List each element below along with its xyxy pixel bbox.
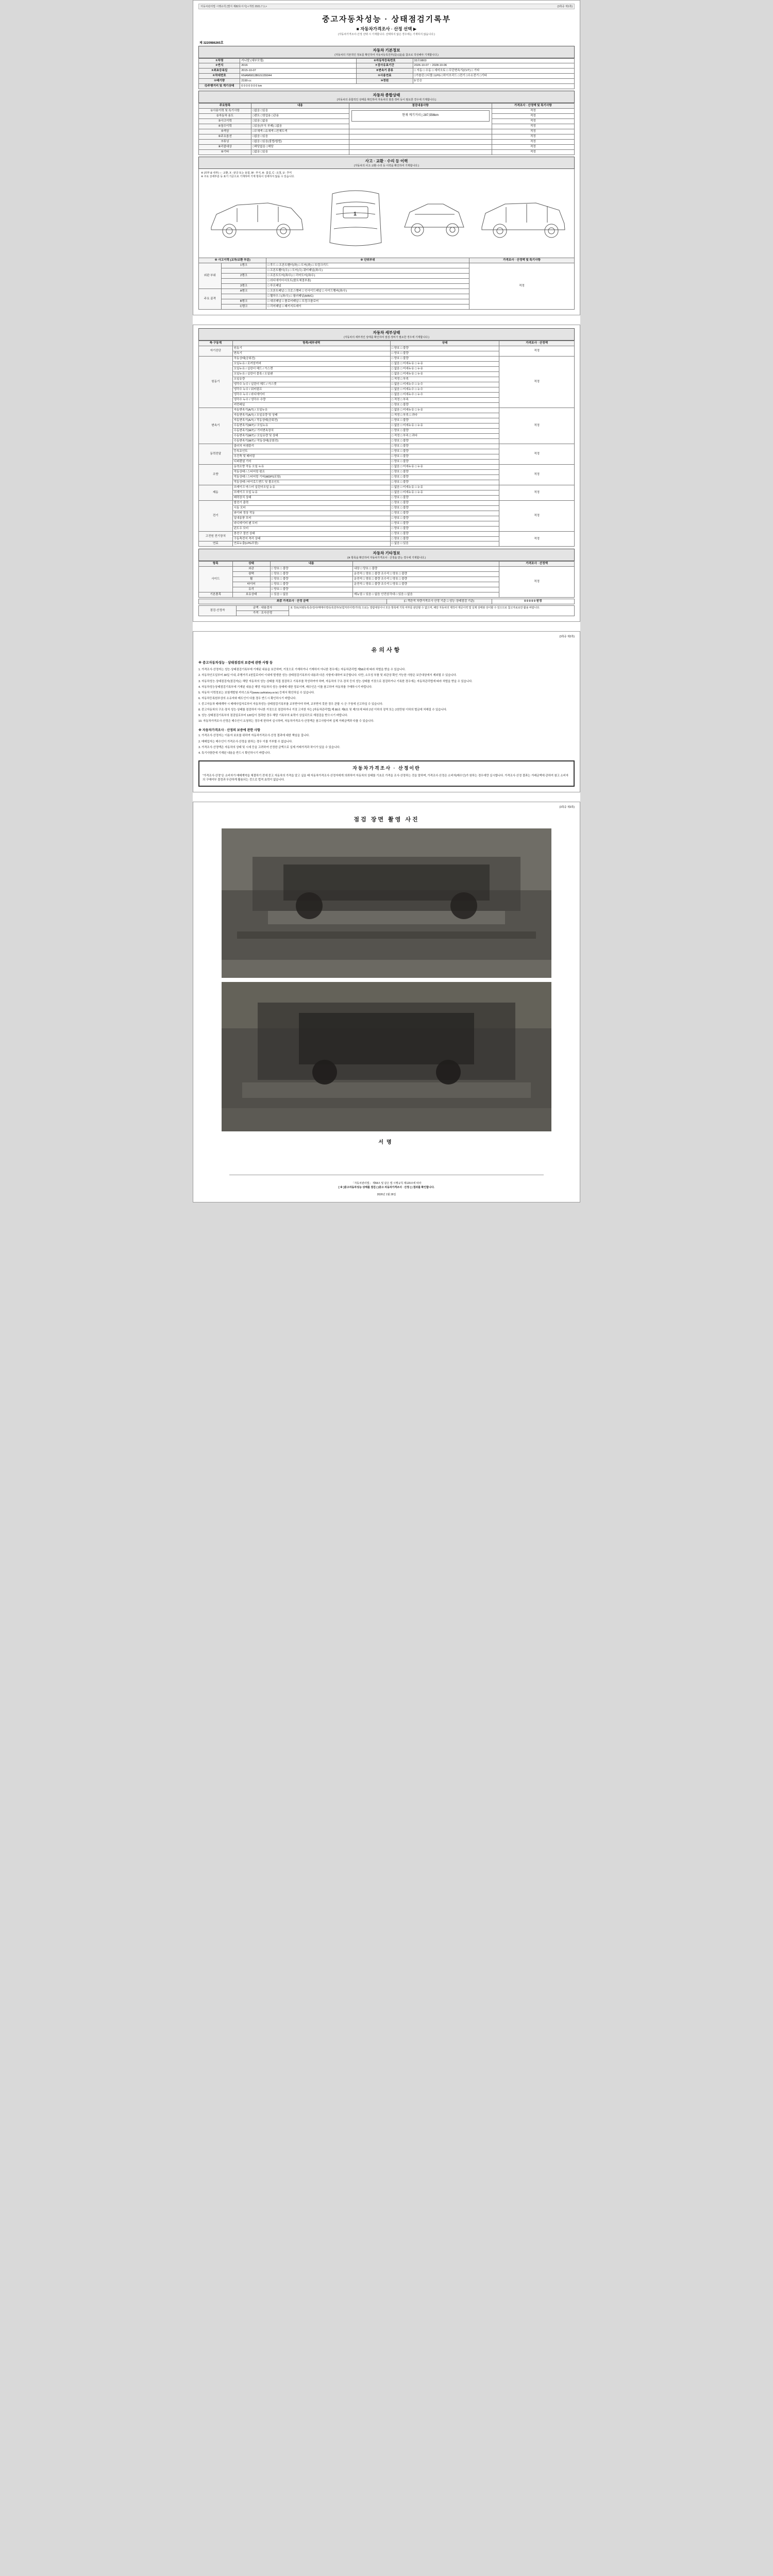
sig-disclaimer: 本 정보(차량등록증/검사/매매이력/등록원부/보험처리이력/기타) 으로는 열람대상이나 모든 항목에 기록 여부를 판단할 수 없으며, 해당 자동차의 제작사 제공이력 및 실제 상태와 상이할 수 있으므로 참고자료로만 활용 바랍니다. xyxy=(289,606,574,616)
detail-price-cell: 적정 xyxy=(499,464,575,485)
detail-item-state: □ 양호 □ 불량 xyxy=(390,474,499,480)
inspection-photo-1 xyxy=(222,828,551,978)
accident-part-row: □ 리어패널 □ 패키지트레이 xyxy=(266,304,469,310)
detail-item-state: □ 없음 □ 미세누유 □ 누유 xyxy=(390,372,499,377)
detail-item-label: 브레이크 오일 누유 xyxy=(232,490,390,495)
detail-item-label: 디퍼렌셜 기어 xyxy=(232,459,390,464)
overall-row-key: ⑨기타 xyxy=(199,150,251,155)
total-value: 0 0 0 0 0 원정 xyxy=(492,599,574,604)
overall-row-a: □없음 □있음(불법/합법) xyxy=(251,140,349,145)
displacement-value: 2199 cc xyxy=(240,79,357,84)
notice-item: 4. 자동차성능상태점검기록부에 기재된 내용은 해당 자동차의 성능·상태에 대한 정보이며, 매수인은 이를 참고하여 자동차를 구매하시기 바랍니다. xyxy=(198,685,373,689)
detail-item-state: □ 양호 □ 불량 xyxy=(390,531,499,536)
accident-left-title: ※ 사고이력 (교차/교환 부분) xyxy=(199,258,266,263)
page-title: 중고자동차성능 · 상태점검기록부 xyxy=(322,15,451,24)
detail-item-state: □ 양호 □ 불량 xyxy=(390,346,499,351)
section-accident-title: 사고 · 교환 · 수리 등 이력 xyxy=(365,159,408,164)
accident-rank-label: A랭크 xyxy=(221,289,266,294)
detail-item-label: 냉각수 누수 / 실린더 헤드 / 가스켓 xyxy=(232,382,390,387)
detail-item-label: 변속기 xyxy=(232,351,390,357)
detail-col4: 가격조사 · 산정액 xyxy=(499,341,575,346)
detail-item-state: □ 없음 □ 있음 xyxy=(390,541,499,547)
detail-item-state: □ 없음 □ 미세누유 □ 누유 xyxy=(390,367,499,372)
detail-item-label: 윈도우 모터 xyxy=(232,526,390,531)
price-definition-box xyxy=(198,760,575,787)
detail-item-state: □ 양호 □ 불량 xyxy=(390,459,499,464)
etc-row-c xyxy=(352,587,499,592)
etc-row-a: 외관 xyxy=(232,567,270,572)
detail-col1: 축·구동계 xyxy=(199,341,233,346)
detail-item-state: □ 적정 □ 부족 xyxy=(390,397,499,402)
accident-right-title: 가격조사 · 산정액 및 특기사항 xyxy=(469,258,574,263)
etc-row-b: □ 양호 □ 불량 xyxy=(270,572,352,577)
accident-rank-label xyxy=(221,279,266,284)
seat-label: ⑩정원 xyxy=(357,79,413,84)
notice-item: 2. 자동차인도일부터 30일 이내, 주행거리 2천킬로미터 이내에 발생한 성능·상태점검기록부의 내용과 다른 사항에 대하여 보증합니다. 다만, 소모성 부품 및 외관상 확인 가능한 사항은 보증대상에서 제외될 수 있습니다. xyxy=(198,674,457,677)
detail-item-label: 배력장치 상태 xyxy=(232,495,390,500)
detail-item-label: 자동변속기(A/T) / 작동상태(공회전) xyxy=(232,418,390,423)
transmission-label: ⑧변속기 종류 xyxy=(357,69,413,74)
detail-item-state: □ 양호 □ 불량 xyxy=(390,449,499,454)
overall-col1: 주요항목 xyxy=(199,104,251,109)
firstreg-value: 2015-10-07 xyxy=(240,69,357,74)
accident-part-row: □ 대쉬패널 □ 플로어패널 □ 트렁크플로어 xyxy=(266,299,469,304)
detail-item-label: 수동변속기(M/T) / 오일누유 xyxy=(232,423,390,428)
overall-row-c: 적정 xyxy=(492,145,574,150)
detail-group-name: 원동기 xyxy=(199,357,233,408)
detail-group-name: 조향 xyxy=(199,464,233,485)
notice-item: 8. 중고자동차의 구조·장치 성능·상태를 점검하지 아니한 거짓으로 점검하거나 거짓 고지한 자는 [자동차관리법] 제 80조 제6호 및 제7호에 따라 2년 이하의 징역 또는 2천만원 이하의 벌금에 처해질 수 있습니다. xyxy=(198,708,447,712)
regno-value: 33오0803 xyxy=(413,58,574,63)
overall-row-key: ⑧리콜대상 xyxy=(199,145,251,150)
etc-table xyxy=(198,561,575,598)
detail-item-label: 시동 모터 xyxy=(232,505,390,511)
accident-rank-label: C랭크 xyxy=(221,304,266,310)
detail-item-label: 라디에이터 팬 모터 xyxy=(232,521,390,526)
accident-rank-label: 1랭크 xyxy=(221,263,266,268)
signature-area[interactable] xyxy=(229,1148,544,1175)
notice-sub1-item: 4. 특기사항란에 기재된 내용을 반드시 확인하시기 바랍니다. xyxy=(198,751,271,755)
accident-part-row: □ 프론트도어(좌/우) □ 리어도어(좌/우) xyxy=(266,274,469,279)
detail-price-cell: 적정 xyxy=(499,485,575,500)
page-3 xyxy=(193,631,580,792)
detail-item-state: □ 양호 □ 불량 xyxy=(390,418,499,423)
overall-row-a: □무채색 □유채색 □전체도색 xyxy=(251,129,349,134)
etc-row-c: 운전석 □ 양호 □ 불량 조수석 □ 양호 □ 불량 xyxy=(352,572,499,577)
section-basic-title: 자동차 기본정보 xyxy=(373,47,400,53)
detail-item-label: 와이퍼 정상 작동 xyxy=(232,511,390,516)
notice-sub1-item: 1. 가격조사·산정자는 이용자 보호를 위하여 자동차가격조사·산정 결과에 대한 책임을 집니다. xyxy=(198,734,310,738)
detail-price-cell: 적정 xyxy=(499,500,575,531)
vin-label: ④차대번호 xyxy=(199,74,240,79)
sig-label2: 금액 · 내용검사 xyxy=(236,606,289,611)
section-accident-header xyxy=(198,157,575,169)
etc-row-a: 타이어 xyxy=(232,582,270,587)
page-number: (3쪽중 제1쪽) xyxy=(557,5,573,8)
section-overall-note: (자동차의 종합적인 상태를 확인하여 자동차의 점검·정비 등이 필요한 경우에 기재합니다.) xyxy=(337,98,436,102)
detail-item-state: □ 없음 □ 미세누유 □ 누유 xyxy=(390,362,499,367)
regno-label: ⑥자동차등록번호 xyxy=(357,58,413,63)
detail-item-label: 등속죠인트 xyxy=(232,449,390,454)
detail-item-label: 자동변속기(A/T) / 오일유량 및 상태 xyxy=(232,413,390,418)
accident-part-row: □ 프론트패널 □ 크로스멤버 □ 인사이드패널 □ 사이드멤버(좌/우) xyxy=(266,289,469,294)
detail-item-label: 오일유량 xyxy=(232,377,390,382)
overall-row-key: ④침수이력 xyxy=(199,124,251,129)
detail-item-label: 수동변속기(M/T) / 기어변속장치 xyxy=(232,428,390,433)
section-etc-title: 자동차 기타정보 xyxy=(373,551,400,556)
detail-item-state: □ 양호 □ 불량 xyxy=(390,438,499,444)
mileage-label: ⑪주행거리 및 계기상태 xyxy=(199,84,240,89)
overall-row-key: ⑥주요옵션 xyxy=(199,134,251,140)
form-code: 자동차관리법 시행규칙 [별지 제82호서식] <개정 2021.7.1.> xyxy=(200,5,267,8)
displacement-label: ⑤배기량 xyxy=(199,79,240,84)
etc-row-a: 유리 xyxy=(232,587,270,592)
notice-page-number: (3쪽중 제2쪽) xyxy=(559,635,575,639)
page-subtitle: ■ 자동차가격조사 · 산정 선택 ▶ xyxy=(356,26,417,31)
detail-col2: 항목/세부내역 xyxy=(232,341,390,346)
section-etc-note: (※ 항목을 확인하여 자동차가격조사 · 산정을 받는 경우에 기재합니다.) xyxy=(347,556,426,560)
overall-row-b xyxy=(349,134,492,140)
overall-row-a: □해당없음 □해당 xyxy=(251,145,349,150)
notice-title: 유의사항 xyxy=(371,647,402,654)
accident-part-row: □ 프론트휀더(우) □ 도어(우) 쿼터패널(좌/우) xyxy=(266,268,469,274)
detail-item-label: 작동상태(공회전) xyxy=(232,357,390,362)
carname-label: ①차명 xyxy=(199,58,240,63)
overall-row-a: □없음 □있음 xyxy=(251,134,349,140)
total-table xyxy=(198,599,575,604)
accident-right-value: 적정 xyxy=(469,263,574,310)
firstreg-label: ③최초등록일 xyxy=(199,69,240,74)
detail-item-state: □ 양호 □ 불량 xyxy=(390,351,499,357)
overall-row-key: ⑦튜닝 xyxy=(199,140,251,145)
overall-row-a: □렌트 □영업용 □관용 xyxy=(251,114,349,119)
overall-col4: 가격조사 · 산정액 및 특기사항 xyxy=(492,104,574,109)
overall-row-a: □없음 □있음 xyxy=(251,109,349,114)
year-value: 2016 xyxy=(240,63,357,69)
etc-row-c: 운전석 □ 양호 □ 불량 조수석 □ 양호 □ 불량 xyxy=(352,582,499,587)
total-note: (□ 객관적 차량가격조사 산정 기준 □ 성능·상태점검 기준) xyxy=(386,599,492,604)
notice-item: 3. 자동차성능·상태점검자(점검자)는 해당 자동차의 성능·상태를 직접 점검하고 기록부를 작성하여야 하며, 자동차의 구조·장치 등의 성능·상태를 거짓으로 점검하거나 기록한 경우에는 자동차관리법에 따라 처벌을 받을 수 있습니다. xyxy=(198,680,473,683)
detail-item-state: □ 없음 □ 미세누유 □ 누유 xyxy=(390,408,499,413)
notice-sub1-item: 2. 매매업자는 매수인이 가격조사·산정을 원하는 경우 이를 거부할 수 없습니다. xyxy=(198,740,293,743)
detail-item-label: 오일누유 / 로커암커버 xyxy=(232,362,390,367)
detail-item-label: 커먼레일 xyxy=(232,402,390,408)
overall-table xyxy=(198,103,575,155)
overall-row-b xyxy=(349,145,492,150)
etc-row-b: □ 양호 □ 불량 xyxy=(270,577,352,582)
year-label: ②연식 xyxy=(199,63,240,69)
accident-group-frame: 주요 골격 xyxy=(199,289,222,310)
section-detail-note: (자동차의 세부적인 상태를 확인하여 점검·정비가 필요한 경우에 기재합니다.) xyxy=(344,336,429,340)
overall-mileage-box xyxy=(349,109,492,129)
detail-item-state: □ 양호 □ 불량 xyxy=(390,521,499,526)
notice-item: 10. 자동차가격조사·산정은 매수인이 요청하는 경우에 한하여 실시하며, 자동차가격조사·산정액은 참고사항이며 실제 거래금액과 다를 수 있습니다. xyxy=(198,720,374,723)
accident-legend-2: ※ 주요 상세부분 등 표기 기준으로 기재하며 기재 항목이 상세하지 않을 수 있습니다. xyxy=(201,175,295,179)
detail-item-label: 연료누출(LPG포함) xyxy=(232,541,390,547)
fuel-label: ⑨사용연료 xyxy=(357,74,413,79)
detail-group-name: 연료 xyxy=(199,541,233,547)
detail-item-state: □ 적정 □ 부족 □ 과다 xyxy=(390,413,499,418)
section-detail-header xyxy=(198,328,575,341)
document-number-label: 제 xyxy=(199,41,203,45)
detail-group-name: 제동 xyxy=(199,485,233,500)
footnote-2: [ ※ ]중고자동차성능·상태를 점검 ( )중고 자동차가격조사 · 산정 ( ) 결과를 확인합니다. xyxy=(339,1186,434,1190)
overall-row-c: 적정 xyxy=(492,124,574,129)
accident-legend-1: ※ (외부 & 내부) ○ : 교환, X : 판금 또는 용접, W : 부식, A : 흠집, C : 요철, U : 후미 xyxy=(201,172,292,175)
detail-item-state: □ 없음 □ 미세누유 □ 누유 xyxy=(390,490,499,495)
overall-row-b xyxy=(349,140,492,145)
detail-item-state: □ 적정 □ 부족 xyxy=(390,377,499,382)
document-number xyxy=(199,40,575,45)
detail-item-label: 브레이크 마스터 실린더오일 누유 xyxy=(232,485,390,490)
price-definition-text: "가격조사·산정"은 소비자가 매매계약을 체결하기 전에 중고 자동차의 가격을 알고 싶을 때 자동차가격조사·산정자에게 의뢰하여 자동차의 상태를 기초로 가격을 조사·산정하는 것을 말하며, 가격조사·산정은 소비자(매수인)가 원하는 경우에만 실시합니다. 가격조사·산정 결과는 거래금액에 관하여 참고 소비자의 구매여부 결정과 무관하게 활용되는 것으로 법적 효력이 없습니다. xyxy=(203,774,569,782)
inspection-photo-2 xyxy=(222,982,551,1131)
accident-group-outer: 외판 부위 xyxy=(199,263,222,289)
footnote-1: 「자동차관리법」 제58조 및 같은 법 시행규칙 제120조에 따라 xyxy=(351,1182,422,1185)
etc-row-b: □ 있음 □ 없음 xyxy=(270,592,352,598)
accident-center-title: ※ 단위부위 xyxy=(266,258,469,263)
detail-item-label: 발전기 출력 xyxy=(232,500,390,505)
etc-group-side: 사이드 xyxy=(199,567,233,592)
overall-row-b xyxy=(349,150,492,155)
overall-col2: 내용 xyxy=(251,104,349,109)
etc-row-b: □ 양호 □ 불량 xyxy=(270,587,352,592)
detail-item-state: □ 양호 □ 불량 xyxy=(390,469,499,474)
detail-group-name: 자기진단 xyxy=(199,346,233,357)
detail-item-state: □ 적정 □ 부족 □ 과다 xyxy=(390,433,499,438)
sig-label1: 점검·산정자 xyxy=(199,606,237,616)
overall-row-key: ③사고이력 xyxy=(199,119,251,124)
etc-row-a: 보유상태 xyxy=(232,592,270,598)
signature-block-table xyxy=(198,605,575,616)
etc-row-b: □ 양호 □ 불량 xyxy=(270,582,352,587)
overall-row-c: 적정 xyxy=(492,140,574,145)
etc-row-a: 휠 xyxy=(232,577,270,582)
detail-item-state: □ 양호 □ 불량 xyxy=(390,516,499,521)
inspect-value: 2026-10-07 ~ 2028-10-06 xyxy=(413,63,574,69)
overall-row-c: 적정 xyxy=(492,129,574,134)
detail-item-state: □ 양호 □ 불량 xyxy=(390,505,499,511)
detail-item-label: 충전구 절연 상태 xyxy=(232,531,390,536)
etc-row-b: □ 양호 □ 불량 xyxy=(270,567,352,572)
form-topbar xyxy=(198,4,575,9)
accident-rank-label xyxy=(221,268,266,274)
overall-row-c: 적정 xyxy=(492,114,574,119)
detail-item-state: □ 양호 □ 불량 xyxy=(390,511,499,516)
detail-item-label: 자동변속기(A/T) / 오일누유 xyxy=(232,408,390,413)
detail-item-label: 클러치 어셈블리 xyxy=(232,444,390,449)
detail-item-state: □ 없음 □ 미세누유 □ 누유 xyxy=(390,464,499,469)
etc-col1: 항목 xyxy=(199,562,233,567)
etc-col2: 상태 xyxy=(232,562,270,567)
notice-item: 6. 자동차등록원부상의 소유자와 매도인이 다를 경우 반드시 확인하시기 바랍니다. xyxy=(198,697,296,700)
detail-item-state: □ 양호 □ 불량 xyxy=(390,357,499,362)
svg-text:1: 1 xyxy=(354,211,357,217)
detail-item-state: □ 양호 □ 불량 xyxy=(390,428,499,433)
seat-value: 9 인승 xyxy=(413,79,574,84)
page-1 xyxy=(193,0,580,315)
inspect-label: ⑦검사유효기간 xyxy=(357,63,413,69)
detail-item-state: □ 양호 □ 불량 xyxy=(390,480,499,485)
detail-group-name: 고전원 전기장치 xyxy=(199,531,233,541)
accident-rank-label: 3랭크 xyxy=(221,284,266,289)
overall-row-b xyxy=(349,129,492,134)
notice-sub1-title: ※ 자동차가격조사 · 산정의 보증에 관한 사항 xyxy=(198,728,261,733)
mileage-value: 0 0 0 0 0 0 0 km xyxy=(240,84,575,89)
detail-price-cell: 적정 xyxy=(499,346,575,357)
detail-item-label: 냉각수 누수 / 워터펌프 xyxy=(232,387,390,392)
detail-item-label: 수동변속기(M/T) / 작동상태(공회전) xyxy=(232,438,390,444)
etc-group-basic: 기본품목 xyxy=(199,592,233,598)
section-etc-header xyxy=(198,549,575,561)
footnote-date: 2026년 1월 26일 xyxy=(377,1193,396,1197)
detail-item-label: 냉각수 누수 / 냉각수 수량 xyxy=(232,397,390,402)
overall-row-c: 적정 xyxy=(492,134,574,140)
carname-value: 카니발 (세부모델) xyxy=(240,58,357,63)
detail-item-label: 수동변속기(M/T) / 오일유량 및 상태 xyxy=(232,433,390,438)
detail-table xyxy=(198,341,575,547)
etc-col3b xyxy=(352,562,499,567)
accident-rank-label xyxy=(221,294,266,299)
etc-row-a: 광택 xyxy=(232,572,270,577)
section-basic-header xyxy=(198,46,575,58)
detail-item-state: □ 없음 □ 미세누수 □ 누수 xyxy=(390,387,499,392)
etc-row-c: 매뉴얼 □ 있음 □ 없음 안전삼각대 □ 있음 □ 없음 xyxy=(352,592,499,598)
detail-price-cell: 적정 xyxy=(499,531,575,547)
detail-item-label: 오일누유 / 실린더 블록 / 오일팬 xyxy=(232,372,390,377)
detail-item-label: 냉각수 누수 / 라디에이터 xyxy=(232,392,390,397)
section-accident-note: (자동차의 사고·교환·수리 등 이력을 확인하여 기재합니다.) xyxy=(354,164,419,168)
detail-col3: 상태 xyxy=(390,341,499,346)
detail-item-state: □ 양호 □ 불량 xyxy=(390,402,499,408)
notice-sub1-item: 3. 가격조사·산정액은 자동차의 상태 및 시세 등을 고려하여 산정한 금액으로 실제 거래가격과 차이가 있을 수 있습니다. xyxy=(198,745,341,749)
notice-item: 7. 중고자동차 매매계약 시 매매사업자로부터 자동차성능·상태점검기록부를 교부받아야 하며, 교부받지 못한 경우 관할 시·군·구청에 신고하실 수 있습니다. xyxy=(198,702,383,706)
vehicle-diagram xyxy=(201,178,577,256)
etc-col3: 내용 xyxy=(270,562,352,567)
page-title-note: (자동차가격조사·산정 선택 시 기재합니다. 선택하지 않은 경우에는 기재하지 않습니다.) xyxy=(338,33,435,36)
detail-group-name: 동력전달 xyxy=(199,444,233,464)
etc-price-cell: 적정 xyxy=(499,567,575,598)
detail-item-state: □ 양호 □ 불량 xyxy=(390,526,499,531)
overall-row-a: □있음(부식·부패) □없음 xyxy=(251,124,349,129)
overall-col3: 점검내용사항 xyxy=(349,104,492,109)
page-2 xyxy=(193,325,580,622)
detail-item-state: □ 양호 □ 불량 xyxy=(390,536,499,541)
etc-row-c: 운전석 □ 양호 □ 불량 조수석 □ 양호 □ 불량 xyxy=(352,577,499,582)
sig-label3: 가격 · 조사산정 xyxy=(236,611,289,616)
accident-parts-table xyxy=(198,258,575,310)
notice-lead: ※ 중고자동차성능 · 상태점검의 보증에 관한 사항 등 xyxy=(198,661,273,665)
detail-item-state: □ 양호 □ 불량 xyxy=(390,444,499,449)
detail-item-label: 추진축 및 베어링 xyxy=(232,454,390,459)
detail-price-cell: 적정 xyxy=(499,408,575,444)
detail-item-label: 동력조향 작동 오일 누유 xyxy=(232,464,390,469)
fuel-value: □가솔린 □디젤 □LPG □하이브리드 □전기 □수소전기 □기타 xyxy=(413,74,574,79)
overall-mileage-note: 현재 계기거리 | 287,556km xyxy=(351,110,490,122)
overall-row-c: 적정 xyxy=(492,150,574,155)
detail-item-label: 오일누유 / 실린더 헤드 / 가스켓 xyxy=(232,367,390,372)
notice-item: 5. 자동차 이력정보는 보험개발원 카히스토리(www.carhistory.or.kr) 등에서 확인하실 수 있습니다. xyxy=(198,691,315,694)
detail-group-name: 전기 xyxy=(199,500,233,531)
detail-item-label: 작동상태 / 타이로드엔드 및 볼조인트 xyxy=(232,480,390,485)
detail-group-name: 변속기 xyxy=(199,408,233,444)
section-overall-header xyxy=(198,91,575,103)
photos-title: 점검 장면 촬영 사진 xyxy=(354,817,419,823)
detail-item-state: □ 없음 □ 미세누수 □ 누수 xyxy=(390,382,499,387)
section-overall-title: 자동차 종합상태 xyxy=(373,93,400,98)
detail-item-state: □ 없음 □ 미세누유 □ 누유 xyxy=(390,423,499,428)
page-4 xyxy=(193,802,580,1202)
detail-price-cell: 적정 xyxy=(499,357,575,408)
detail-item-state: □ 양호 □ 불량 xyxy=(390,500,499,505)
accident-part-row: □ 후드 □ 프론트휀더(좌) □ 도어(좌) □ 트렁크리드 xyxy=(266,263,469,268)
overall-row-c: 적정 xyxy=(492,109,574,114)
detail-item-label: 작동상태 / 스티어링 기어(MDPS포함) xyxy=(232,474,390,480)
overall-row-key: ②자동차 용도 xyxy=(199,114,251,119)
accident-part-row: □ 휠하우스(좌/우) □ 필러패널(A/B/C) xyxy=(266,294,469,299)
etc-col4: 가격조사 · 산정액 xyxy=(499,562,575,567)
detail-item-label: 원동기 xyxy=(232,346,390,351)
transmission-value: □ 자동 □ 수동 □ 세미오토 □ 무단변속기(CVT) □ 기타 xyxy=(413,69,574,74)
overall-row-a: □있음 □없음 xyxy=(251,119,349,124)
notice-item: 9. 성능·상태점검기록부의 점검일로부터 120일이 경과한 경우 해당 기록부의 효력이 상실되므로 재점검을 받으시기 바랍니다. xyxy=(198,714,348,718)
detail-item-label: 작동상태 / 스티어링 펌프 xyxy=(232,469,390,474)
etc-row-c: 내장 □ 양호 □ 불량 xyxy=(352,567,499,572)
overall-row-a: □없음 □있음 xyxy=(251,150,349,155)
total-label: 최종 가격조사 · 산정 금액 xyxy=(199,599,387,604)
section-detail-title: 자동차 세부상태 xyxy=(373,330,400,335)
vin-value: KNAM6813BGS155044 xyxy=(240,74,357,79)
detail-item-state: □ 양호 □ 불량 xyxy=(390,495,499,500)
accident-diagram-wrap xyxy=(198,169,575,258)
notice-item: 1. 가격조사·산정자는 성능·상태점검기록부에 기재된 내용을 보증하며, 거짓으로 기재하거나 기재하지 아니한 경우에는 자동차관리법 제58조에 따라 처벌을 받을 수 있습니다. xyxy=(198,668,406,672)
detail-item-label: 실내송풍 모터 xyxy=(232,516,390,521)
detail-item-state: □ 양호 □ 불량 xyxy=(390,454,499,459)
overall-row-key: ①사용이력 및 특기사항 xyxy=(199,109,251,114)
overall-row-c: 적정 xyxy=(492,119,574,124)
accident-part-row: □ 루프패널 xyxy=(266,284,469,289)
detail-price-cell: 적정 xyxy=(499,444,575,464)
signature-title: 서명 xyxy=(378,1140,395,1146)
accident-rank-label: B랭크 xyxy=(221,299,266,304)
photos-page-number: (3쪽중 제3쪽) xyxy=(559,806,575,809)
section-basic-note: (자동차의 기본적인 정보를 확인하여 자동차등록원부(갑)·(을)을 참조로 작성해야 기재합니다.) xyxy=(334,53,439,57)
accident-rank-label: 2랭크 xyxy=(221,274,266,279)
overall-row-key: ⑤색상 xyxy=(199,129,251,134)
detail-item-state: □ 없음 □ 미세누유 □ 누유 xyxy=(390,485,499,490)
basic-info-table xyxy=(198,58,575,90)
accident-part-row: □ 라디에이터서포트(볼트체결부품) xyxy=(266,279,469,284)
document-number-value: 3220986265호 xyxy=(203,41,224,45)
price-definition-title: 자동차가격조사 · 산정이란 xyxy=(352,765,421,771)
detail-item-label: 구동축전지 격리 상태 xyxy=(232,536,390,541)
detail-item-state: □ 없음 □ 미세누수 □ 누수 xyxy=(390,392,499,397)
